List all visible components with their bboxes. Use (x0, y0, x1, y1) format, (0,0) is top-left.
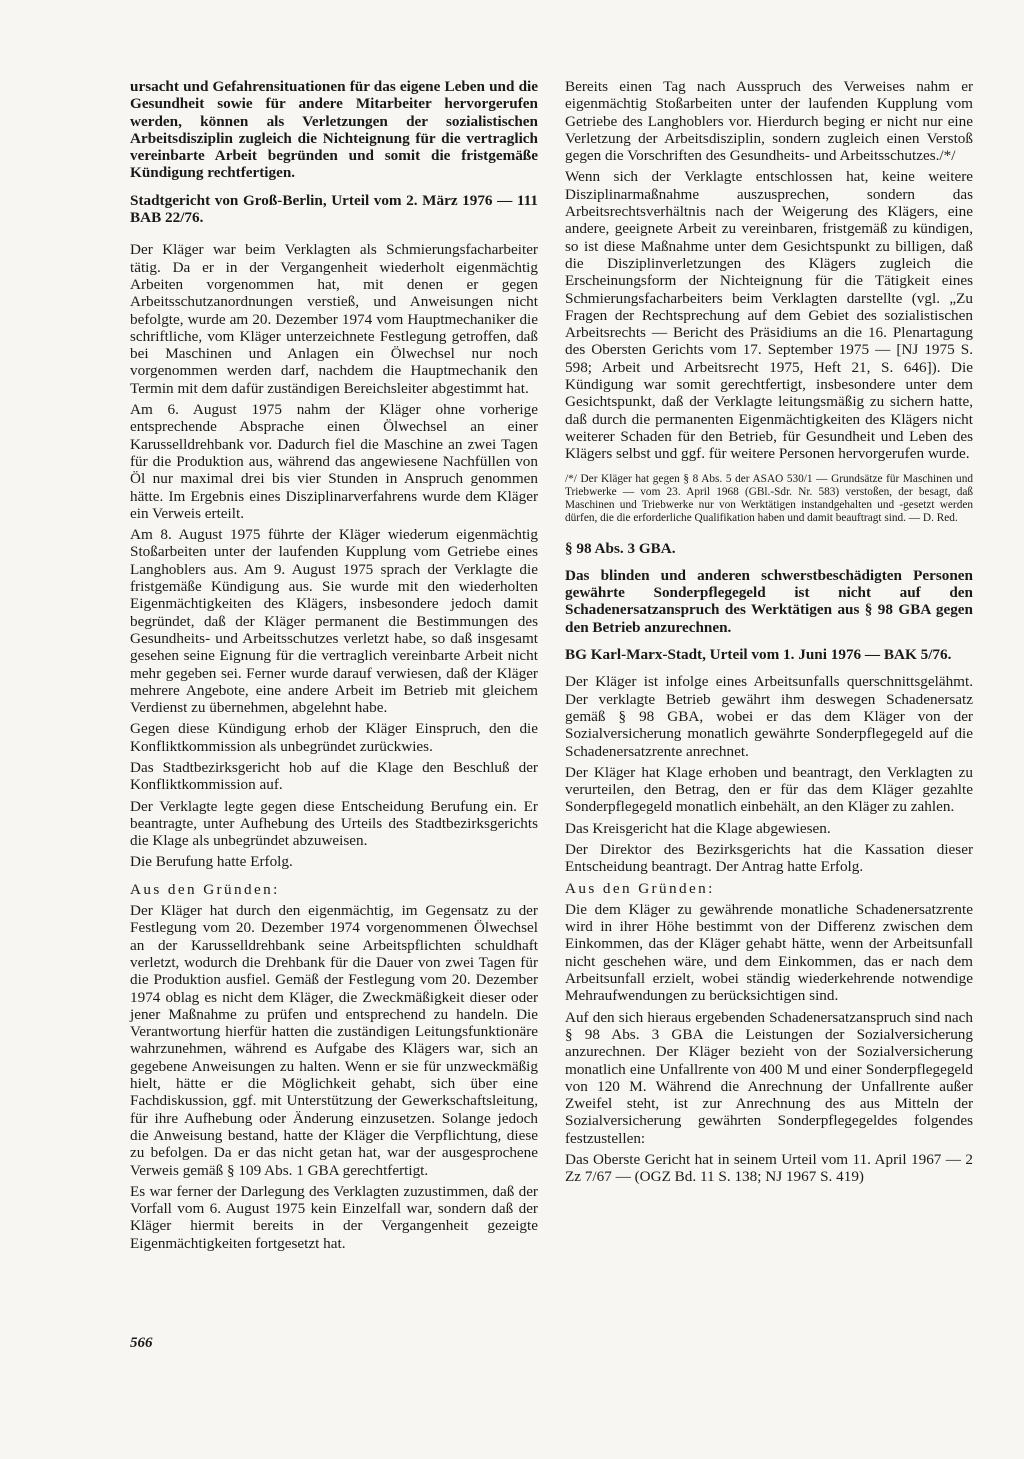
right-column (565, 78, 973, 1190)
paragraph: Bereits einen Tag nach Ausspruch des Verweises nahm er eigenmächtig Stoßarbeiten unter der laufenden Kupplung vom Getriebe des Langhoblers vor. Hierdurch beging er nicht nur eine Verletzung der Arbeitsdisziplin, sondern zugleich einen Verstoß gegen die Vorschriften des Gesundheits- und Arbeitsschutzes./*/ (565, 78, 973, 165)
paragraph: Auf den sich hieraus ergebenden Schadenersatzanspruch sind nach § 98 Abs. 3 GBA die Leistungen der Sozialversicherung anzurechnen. Der Kläger bezieht von der Sozialversicherung monatlich eine Unfallrente von 400 M und einer Sonderpflegegeld von 120 M. Während die Anrechnung der Unfallrente außer Zweifel steht, ist zur Anrechnung des aus Mitteln der Sozialversicherung gewährten Sonderpflegegeldes folgendes festzustellen: (565, 1008, 973, 1147)
paragraph: Das Oberste Gericht hat in seinem Urteil vom 11. April 1967 — 2 Zz 7/67 — (OGZ Bd. 11 S. 138; NJ 1967 S. 419) (565, 1151, 973, 1186)
paragraph: Der Kläger war beim Verklagten als Schmierungsfacharbeiter tätig. Da er in der Vergangenheit wiederholt eigenmächtig Arbeiten vorgenommen hat, mit denen er gegen Arbeitsschutzanordnungen verstieß, und Anweisungen nicht befolgte, wurde am 20. Dezember 1974 vom Hauptmechaniker die schriftliche, vom Kläger unterzeichnete Festlegung getroffen, daß bei Maschinen und Anlagen ein Ölwechsel nur noch vorgenommen werden darf, nachdem die Hauptmechanik den Termin mit dem dafür zuständigen Bereichsleiter abgestimmt hat. (130, 241, 538, 397)
statute-reference: § 98 Abs. 3 GBA. (565, 539, 676, 557)
paragraph: Die Berufung hatte Erfolg. (130, 853, 293, 871)
paragraph: Der Verklagte legte gegen diese Entscheidung Berufung ein. Er beantragte, unter Aufhebung des Urteils des Stadtbezirksgerichts die Klage als unbegründet abzuweisen. (130, 797, 538, 850)
paragraph: Die dem Kläger zu gewährende monatliche Schadenersatzrente wird in ihrer Höhe bestimmt von der Differenz zwischen dem Einkommen, das der Kläger gehabt hätte, wenn der Arbeitsunfall nicht geschehen wäre, und dem Einkommen, das er nach dem Arbeitsunfall erzielt, wobei ständig wiederkehrende notwendige Mehraufwendungen zu berücksichtigen sind. (565, 900, 973, 1005)
paragraph: Es war ferner der Darlegung des Verklagten zuzustimmen, daß der Vorfall vom 6. August 1975 kein Einzelfall war, sondern daß der Kläger hiermit bereits in der Vergangenheit gezeigte Eigenmächtigkeiten fortgesetzt hat. (130, 1182, 538, 1252)
paragraph: Der Kläger hat durch den eigenmächtig, im Gegensatz zu der Festlegung vom 20. Dezember 1974 vorgenommenen Ölwechsel an der Karusselldrehbank seine Arbeitspflichten schuldhaft verletzt, wodurch die Drehbank für die Dauer von zwei Tagen für die Produktion ausfiel. Gemäß der Festlegung vom 20. Dezember 1974 oblag es nicht dem Kläger, die Zweckmäßigkeit dieser oder jener Maßnahme zu prüfen und entsprechend zu handeln. Die Verantwortung hierfür hatten die zuständigen Leitungsfunktionäre wahrzunehmen, während es Aufgabe des Klägers war, sich an gegebene Anweisungen zu halten. Wenn er sie für unzweckmäßig hielt, hätte er die Möglichkeit gehabt, sich über eine Fachdiskussion, ggf. mit Unterstützung der Gewerkschaftsleitung, für ihre Aufhebung oder Änderung einzusetzen. Solange jedoch die Anweisung bestand, hatte der Kläger die Verpflichtung, diese zu befolgen. Da er das nicht getan hat, war der ausgesprochene Verweis gemäß § 109 Abs. 1 GBA gerechtfertigt. (130, 902, 538, 1179)
paragraph: Der Direktor des Bezirksgerichts hat die Kassation dieser Entscheidung beantragt. Der Antrag hatte Erfolg. (565, 840, 973, 876)
headnote: Das blinden und anderen schwerstbeschädigten Personen gewährte Sonderpflegegeld ist nicht auf den Schadenersatzanspruch des Werktätigen aus § 98 GBA gegen den Betrieb anzurechnen. (565, 566, 973, 636)
section-heading: Aus den Gründen: (565, 879, 715, 897)
paragraph: Gegen diese Kündigung erhob der Kläger Einspruch, den die Konfliktkommission als unbegründet zurückwies. (130, 720, 538, 755)
paragraph: Der Kläger ist infolge eines Arbeitsunfalls querschnittsgelähmt. Der verklagte Betrieb gewährt ihm deswegen Schadenersatz gemäß § 98 GBA, wobei er das dem Kläger von der Sozialversicherung monatlich gewährte Sonderpflegegeld auf die Schadenersatzrente anrechnet. (565, 673, 973, 760)
headnote: ursacht und Gefahrensituationen für das eigene Leben und die Gesundheit sowie für andere Mitarbeiter hervorgerufen werden, können als Verletzungen der sozialistischen Arbeitsdisziplin zugleich die Nichteignung für die vertraglich vereinbarte Arbeit begründen und somit die fristgemäße Kündigung rechtfertigen. (130, 78, 538, 182)
paragraph: Das Kreisgericht hat die Klage abgewiesen. (565, 819, 831, 837)
footnote: /*/ Der Kläger hat gegen § 8 Abs. 5 der ASAO 530/1 — Grundsätze für Maschinen und Triebwerke — vom 23. April 1968 (GBl.-Sdr. Nr. 583) verstoßen, der besagt, daß Maschinen und Triebwerke nur von Werktätigen instandgehalten und -gesetzt werden dürfen, die die erforderliche Qualifikation haben und damit beauftragt sind. — D. Red. (565, 472, 973, 524)
paragraph: Wenn sich der Verklagte entschlossen hat, keine weitere Disziplinarmaßnahme auszusprechen, sondern das Arbeitsrechtsverhältnis nach der Weigerung des Klägers, eine andere, geeignete Arbeit zu vereinbaren, fristgemäß zu kündigen, so ist diese Maßnahme unter dem Gesichtspunkt zu billigen, daß die Disziplinverletzungen des Klägers zugleich die Erscheinungsform der Nichteignung für die Tätigkeit eines Schmierungsfacharbeiters beim Verklagten darstellte (vgl. „Zu Fragen der Rechtsprechung auf dem Gebiet des sozialistischen Arbeitsrechts — Bericht des Präsidiums an die 16. Plenartagung des Obersten Gerichts vom 17. September 1975 — [NJ 1975 S. 598; Arbeit und Arbeitsrecht 1975, Heft 21, S. 646]). Die Kündigung war somit gerechtfertigt, insbesondere unter dem Gesichtspunkt, daß der Verklagte leitungsmäßig zu sichern hatte, daß durch die permanenten Eigenmächtigkeiten des Klägers nicht weiterer Schaden für den Betrieb, für Gesundheit und Leben des Klägers selbst und ggf. für weitere Personen hervorgerufen wurde. (565, 168, 973, 463)
page-number: 566 (130, 1335, 153, 1351)
court-citation: BG Karl-Marx-Stadt, Urteil vom 1. Juni 1976 — BAK 5/76. (565, 646, 952, 664)
court-citation: Stadtgericht von Groß-Berlin, Urteil vom 2. März 1976 — 111 BAB 22/76. (130, 191, 538, 227)
paragraph: Der Kläger hat Klage erhoben und beantragt, den Verklagten zu verurteilen, den Betrag, den er für das dem Kläger gezahlte Sonderpflegegeld monatlich einbehält, an den Kläger zu zahlen. (565, 763, 973, 816)
paragraph: Das Stadtbezirksgericht hob auf die Klage den Beschluß der Konfliktkommission auf. (130, 758, 538, 794)
left-column (130, 78, 538, 1256)
paragraph: Am 8. August 1975 führte der Kläger wiederum eigenmächtig Stoßarbeiten unter der laufenden Kupplung vom Getriebe eines Langhoblers aus. Am 9. August 1975 sprach der Verklagte die fristgemäße Kündigung aus. Sie wurde mit den wiederholten Eigenmächtigkeiten des Klägers, insbesondere jedoch damit begründet, daß der Kläger permanent die Bestimmungen des Gesundheits- und Arbeitsschutzes verletzt habe, so daß insgesamt gesehen seine Eignung für die vertraglich vereinbarte Arbeit nicht mehr gegeben sei. Ferner wurde darauf verwiesen, daß der Kläger mehrere Angebote, eine andere Arbeit im Betrieb mit gleichem Verdienst zu übernehmen, abgelehnt habe. (130, 526, 538, 717)
paragraph: Am 6. August 1975 nahm der Kläger ohne vorherige entsprechende Absprache einen Ölwechsel an einer Karusselldrehbank vor. Dadurch fiel die Maschine an zwei Tagen für die Produktion aus, während das angewiesene Nachfüllen von Öl nur maximal drei bis vier Stunden in Anspruch genommen hätte. Im Ergebnis eines Disziplinarverfahrens wurde dem Kläger ein Verweis erteilt. (130, 401, 538, 522)
section-heading: Aus den Gründen: (130, 880, 280, 898)
